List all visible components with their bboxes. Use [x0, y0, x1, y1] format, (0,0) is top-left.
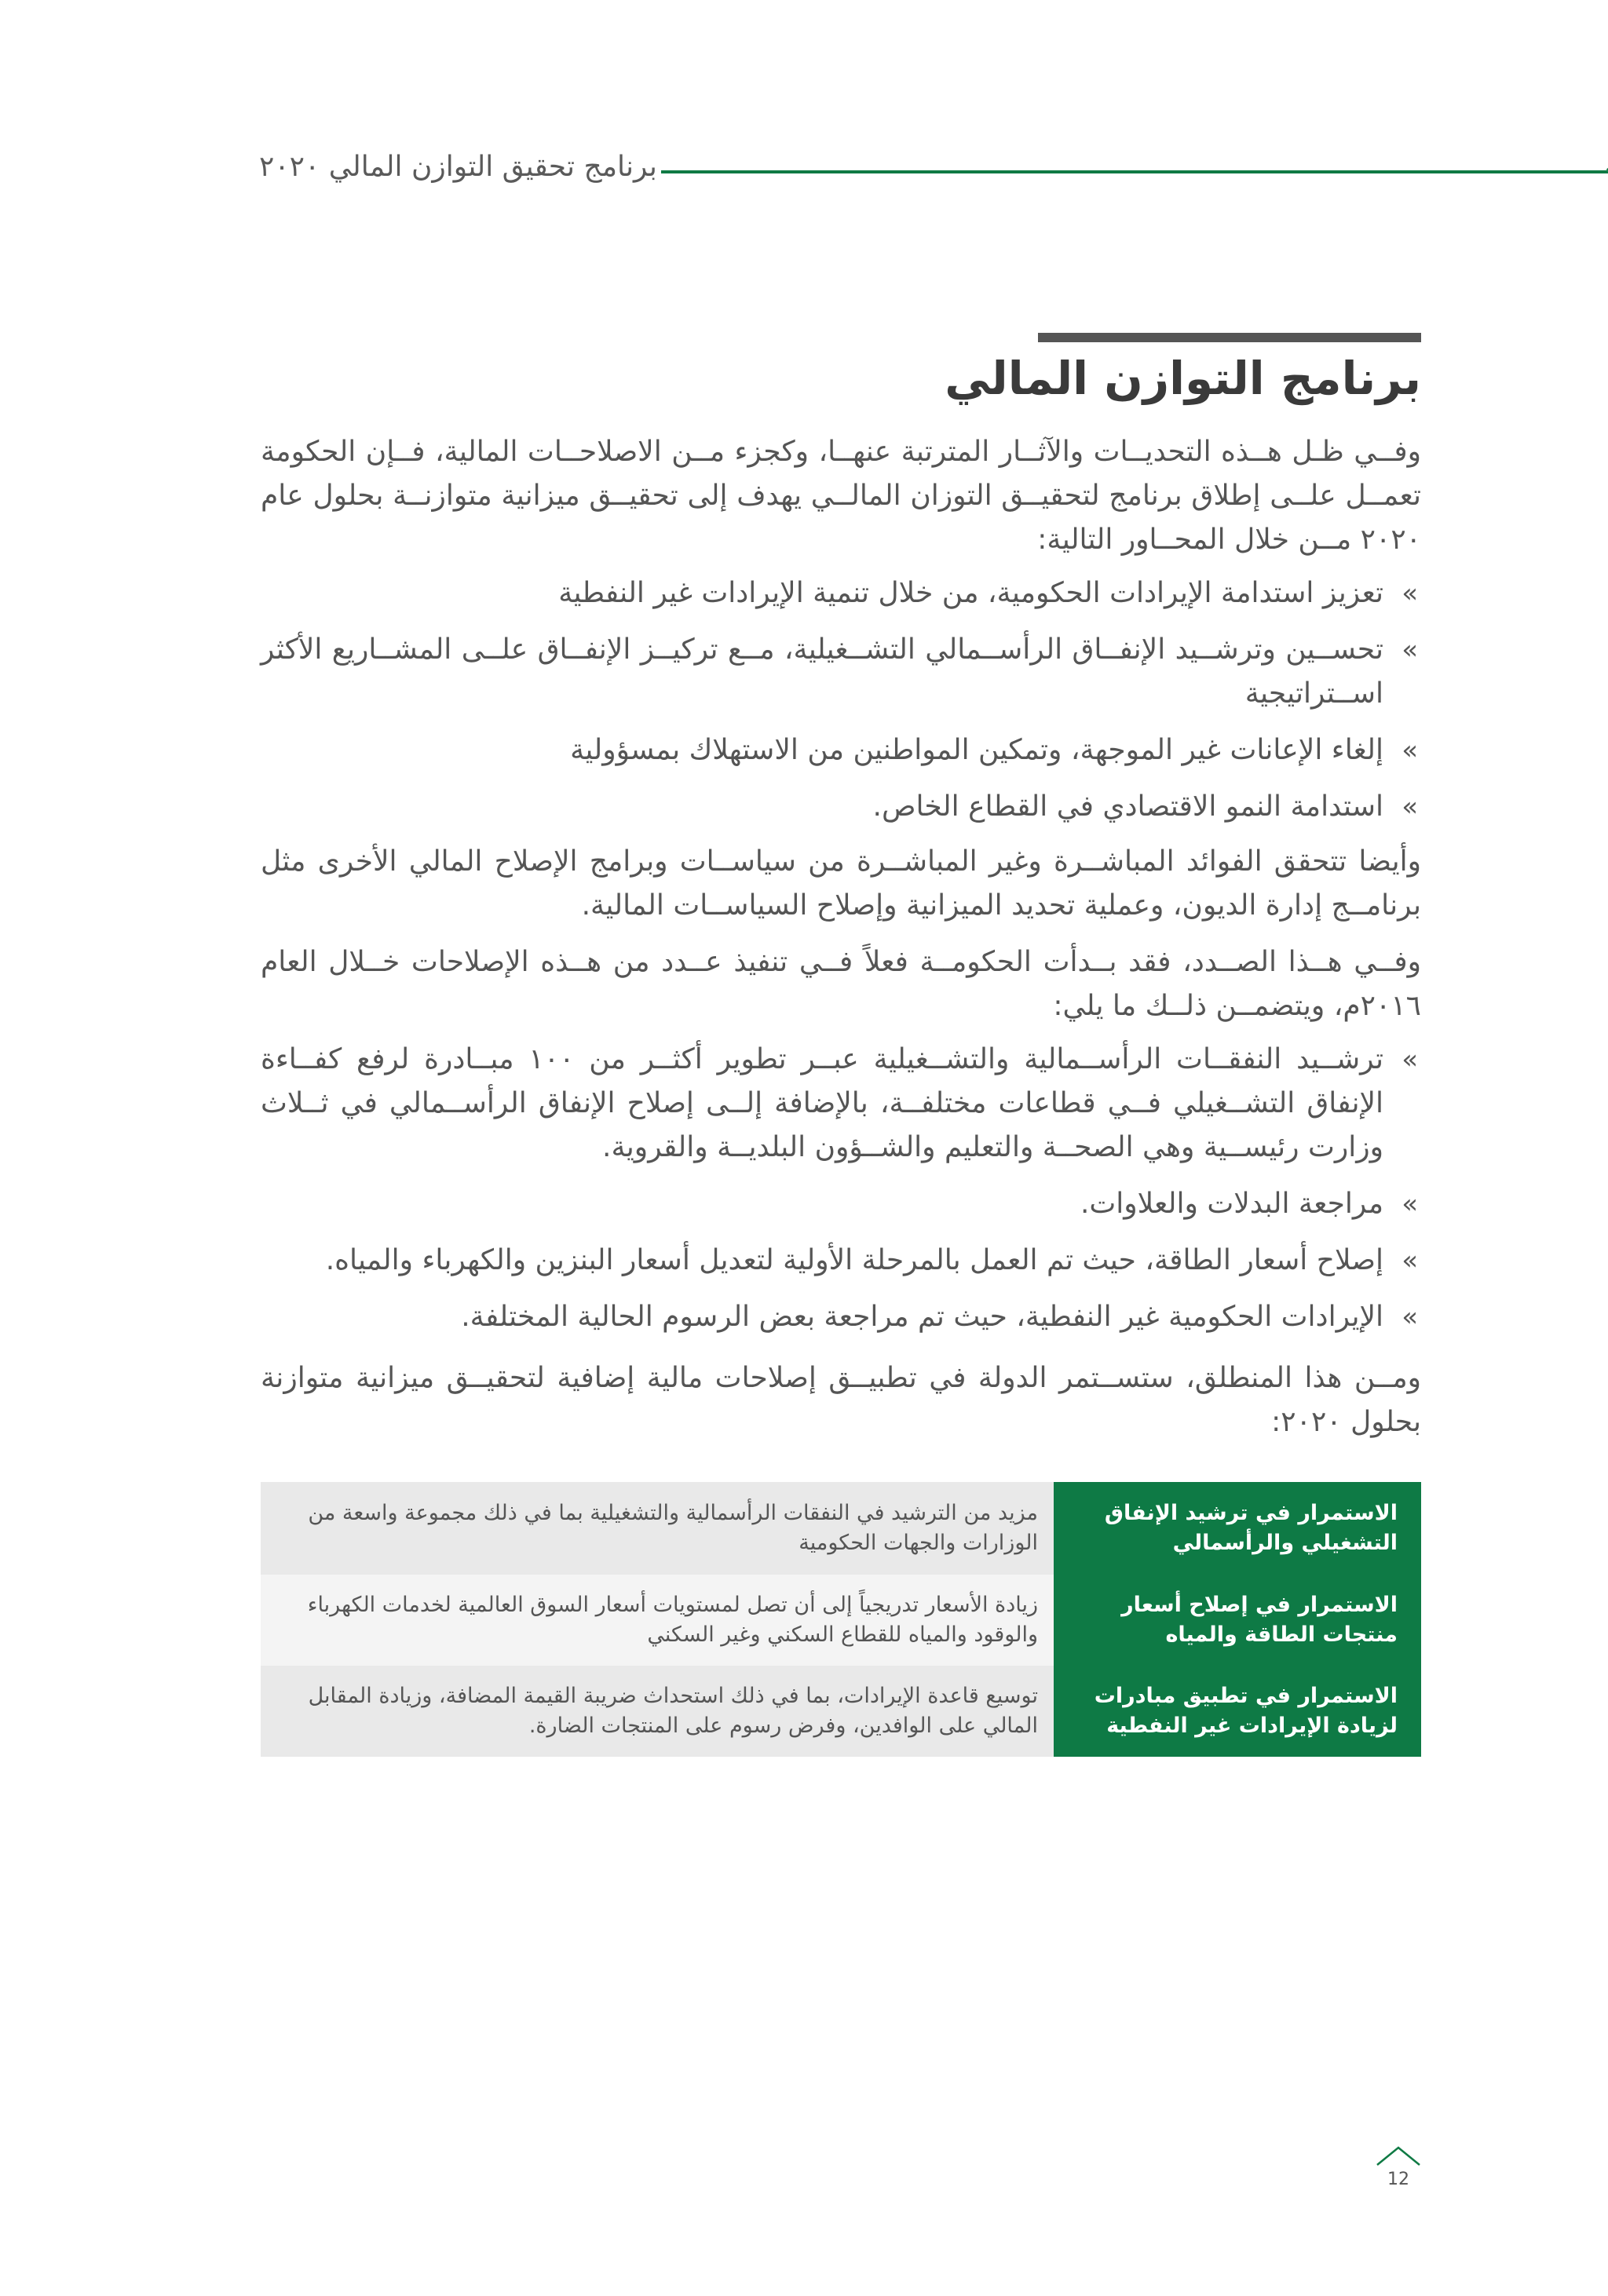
- list-item: [261, 728, 1421, 772]
- chevron-up-icon: [1376, 2145, 1421, 2168]
- title-accent-bar: [1038, 333, 1421, 342]
- bullet-marker: »: [1402, 634, 1418, 666]
- list-item-text: تعزيز استدامة الإيرادات الحكومية، من خلال تنمية الإيرادات غير النفطية: [558, 577, 1383, 609]
- conclusion-paragraph: ومــن هذا المنطلق، ستســتمر الدولة في تطبيــق إصلاحات مالية إضافية لتحقيــق ميزانية متوازنة بحلول ٢٠٢٠:: [261, 1362, 1421, 1438]
- intro-paragraph: وفــي ظـل هــذه التحديــات والآثــار المترتبة عنهــا، وكجزء مــن الاصلاحــات المالية، فــإن الحكومة تعمــل علــى إطلاق برنامج لتحقيــق التوزان المالــي يهدف إلى تحقيــق ميزانية متوازنــة بحلول عام ٢٠٢٠ مــن خلال المحــاور التالية:: [261, 436, 1421, 556]
- initiatives-table: [261, 1482, 1421, 1757]
- conclusion-paragraph-block: [261, 1356, 1421, 1444]
- page-footer: [1376, 2145, 1421, 2192]
- list-item: [261, 1295, 1421, 1339]
- list-item-text: إصلاح أسعار الطاقة، حيث تم العمل بالمرحلة الأولية لتعديل أسعار البنزين والكهرباء والمياه.: [325, 1244, 1383, 1276]
- benefits-paragraph: وأيضا تتحقق الفوائد المباشــرة وغير المباشــرة من سياســات وبرامج الإصلاح المالي الأخرى مثل برنامــج إدارة الديون، وعملية تحديد الميزانية وإصلاح السياســات المالية.: [261, 845, 1421, 922]
- bullet-marker: »: [1402, 1301, 1418, 1333]
- table-row: [261, 1482, 1421, 1575]
- bullet-marker: »: [1402, 578, 1418, 609]
- initiative-description: مزيد من الترشيد في النفقات الرأسمالية والتشغيلية بما في ذلك مجموعة واسعة من الوزارات والجهات الحكومية: [261, 1482, 1054, 1575]
- list-item-text: ترشــيد النفقــات الرأســمالية والتشــغيلية عبــر تطوير أكثــر من ١٠٠ مبــادرة لرفع كفــاءة الإنفاق التشــغيلي فــي قطاعات مختلفــة، بالإضافة إلــى إصلاح الإنفاق الرأســمالي في ثــلاث وزارت رئيســية وهي الصحــة والتعليم والشــؤون البلديــة والقروية.: [261, 1043, 1384, 1163]
- running-title: برنامج تحقيق التوازن المالي ٢٠٢٠: [259, 151, 657, 183]
- benefits-paragraph-block: [261, 840, 1421, 928]
- bullet-marker: »: [1402, 1188, 1418, 1220]
- reforms-list: [261, 1038, 1421, 1352]
- list-item: [261, 628, 1421, 716]
- section-title: برنامج التوازن المالي: [945, 352, 1421, 405]
- list-item-text: استدامة النمو الاقتصادي في القطاع الخاص.: [872, 790, 1383, 823]
- list-item: [261, 571, 1421, 615]
- initiative-name: الاستمرار في ترشيد الإنفاق التشغيلي والرأسمالي: [1054, 1482, 1421, 1575]
- running-header: [259, 149, 1421, 196]
- table-row: [261, 1575, 1421, 1666]
- initiative-name: الاستمرار في إصلاح أسعار منتجات الطاقة والمياه: [1054, 1575, 1421, 1666]
- bullet-marker: »: [1402, 1245, 1418, 1276]
- list-item-text: تحســين وترشــيد الإنفــاق الرأســمالي التشــغيلية، مــع تركيــز الإنفــاق علــى المشــاريع الأكثر اســتراتيجية: [261, 633, 1383, 710]
- bullet-marker: »: [1402, 1044, 1418, 1075]
- table-row: [261, 1666, 1421, 1757]
- list-item: [261, 1182, 1421, 1226]
- list-item: [261, 1038, 1421, 1170]
- header-rule: [661, 170, 1608, 173]
- reforms-intro-block: [261, 940, 1421, 1028]
- bullet-marker: »: [1402, 735, 1418, 766]
- bullet-marker: »: [1402, 791, 1418, 823]
- page-number: 12: [1387, 2170, 1409, 2189]
- initiative-name: الاستمرار في تطبيق مبادرات لزيادة الإيرادات غير النفطية: [1054, 1666, 1421, 1757]
- list-item: [261, 1239, 1421, 1283]
- axes-list: [261, 571, 1421, 841]
- initiative-description: توسيع قاعدة الإيرادات، بما في ذلك استحداث ضريبة القيمة المضافة، وزيادة المقابل المالي على الوافدين، وفرض رسوم على المنتجات الضارة.: [261, 1666, 1054, 1757]
- initiative-description: زيادة الأسعار تدريجياً إلى أن تصل لمستويات أسعار السوق العالمية لخدمات الكهرباء والوقود والمياه للقطاع السكني وغير السكني: [261, 1575, 1054, 1666]
- intro-paragraph-block: [261, 430, 1421, 562]
- list-item-text: الإيرادات الحكومية غير النفطية، حيث تم مراجعة بعض الرسوم الحالية المختلفة.: [461, 1301, 1383, 1333]
- list-item-text: مراجعة البدلات والعلاوات.: [1080, 1188, 1383, 1220]
- reforms-intro-paragraph: وفــي هــذا الصــدد، فقد بــدأت الحكومــة فعلاً فــي تنفيذ عــدد من هــذه الإصلاحات خــلال العام ٢٠١٦م، ويتضمــن ذلــك ما يلي:: [261, 946, 1421, 1022]
- list-item: [261, 785, 1421, 829]
- list-item-text: إلغاء الإعانات غير الموجهة، وتمكين المواطنين من الاستهلاك بمسؤولية: [570, 734, 1383, 766]
